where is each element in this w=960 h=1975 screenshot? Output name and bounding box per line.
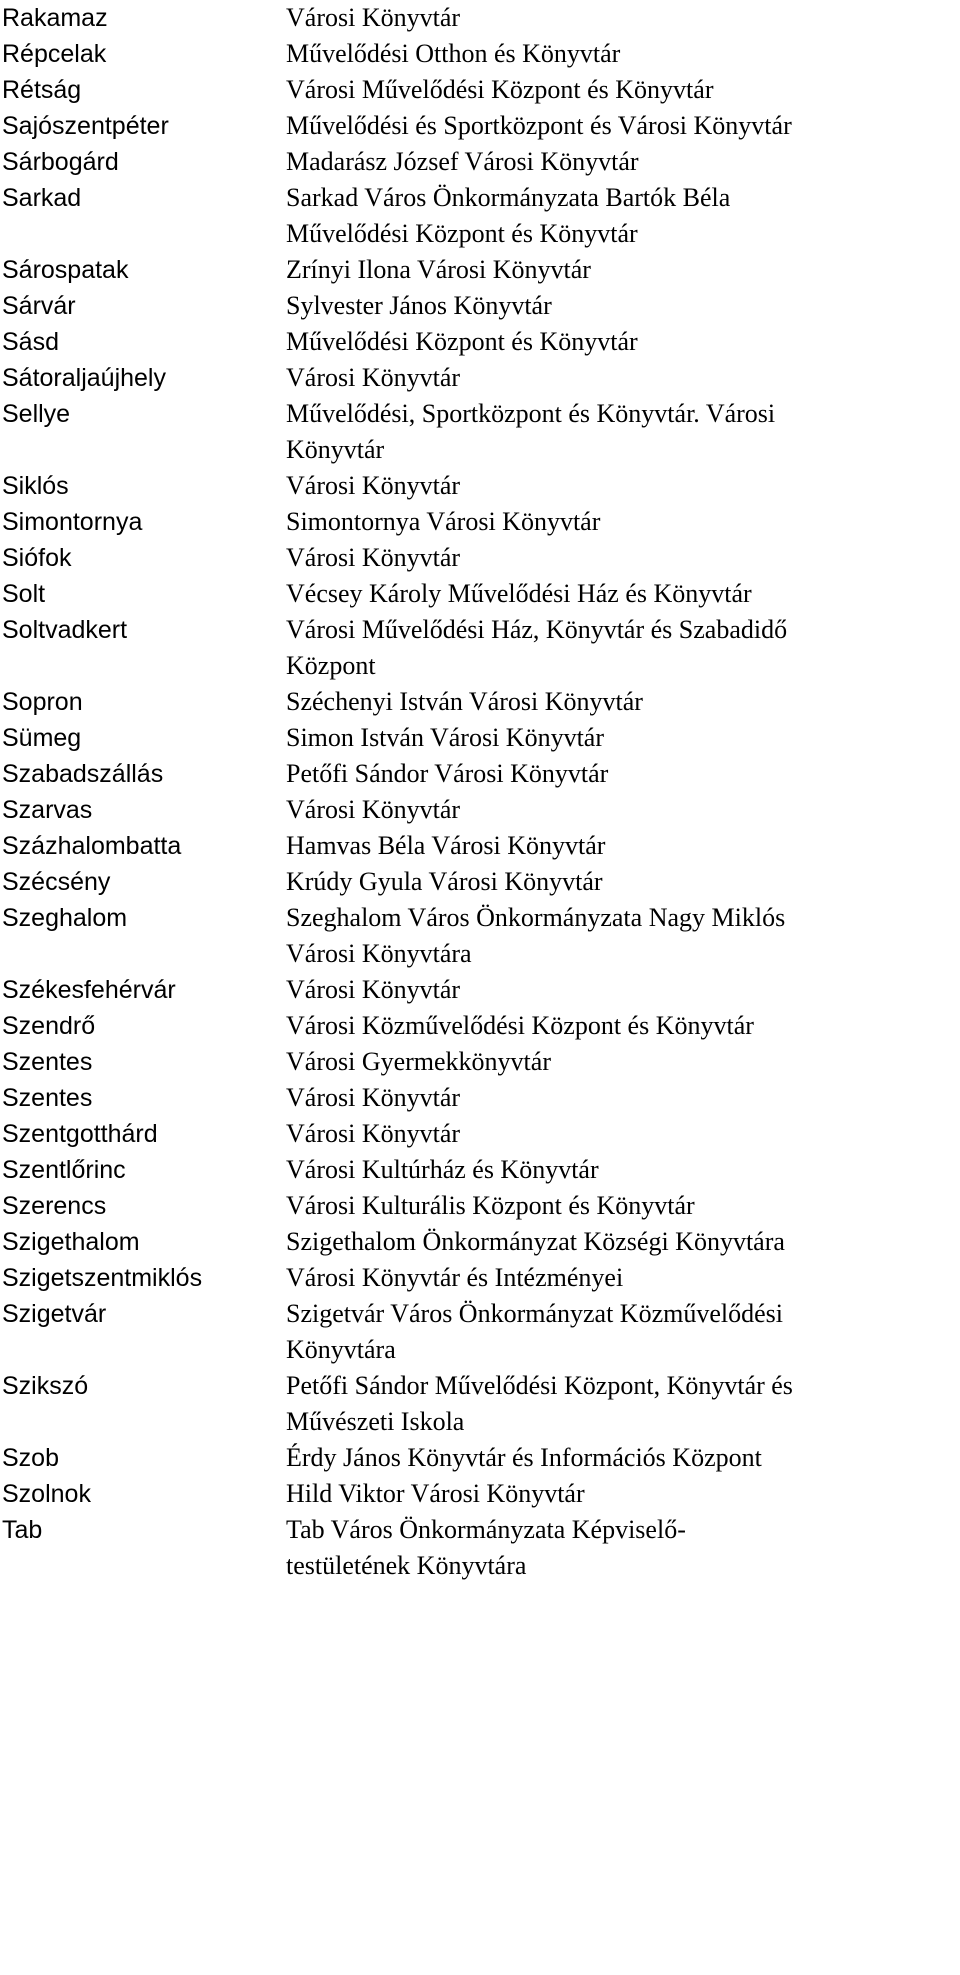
library-name-line: Városi Gyermekkönyvtár — [286, 1047, 551, 1076]
town-name: Siófok — [2, 544, 72, 572]
library-name-line: Városi Könyvtár — [286, 471, 461, 500]
town-name: Solt — [2, 580, 46, 608]
library-name-line: Művelődési Központ és Könyvtár — [286, 219, 638, 248]
town-name: Sárvár — [2, 292, 76, 320]
library-name-line: Városi Művelődési Ház, Könyvtár és Szabadidő — [286, 615, 788, 644]
library-name-line: Szigetvár Város Önkormányzat Közművelődési — [286, 1299, 783, 1328]
library-name — [286, 288, 960, 324]
library-name-line: Városi Könyvtár — [286, 363, 461, 392]
library-name — [286, 36, 960, 72]
library-name — [286, 468, 960, 504]
library-name — [286, 360, 960, 396]
library-name — [286, 324, 960, 360]
library-name-line: Városi Könyvtár — [286, 3, 461, 32]
library-name-line: Művelődési Otthon és Könyvtár — [286, 39, 621, 68]
library-name-line: Szigethalom Önkormányzat Községi Könyvtára — [286, 1227, 785, 1256]
library-name — [286, 900, 960, 972]
library-name-line: Művelődési Központ és Könyvtár — [286, 327, 638, 356]
table-row — [0, 468, 960, 504]
library-name — [286, 684, 960, 720]
table-row — [0, 288, 960, 324]
table-row — [0, 1260, 960, 1296]
table-row — [0, 144, 960, 180]
library-name — [286, 1116, 960, 1152]
library-name — [286, 0, 960, 36]
table-row — [0, 252, 960, 288]
town-name: Szentes — [2, 1048, 93, 1076]
table-row — [0, 36, 960, 72]
table-row — [0, 972, 960, 1008]
town-name: Siklós — [2, 472, 69, 500]
town-name: Sátoraljaújhely — [2, 364, 166, 392]
town-name: Szentes — [2, 1084, 93, 1112]
library-name-line: Városi Közművelődési Központ és Könyvtár — [286, 1011, 754, 1040]
library-name — [286, 972, 960, 1008]
table-row — [0, 1512, 960, 1584]
library-name-line: Sarkad Város Önkormányzata Bartók Béla — [286, 183, 731, 212]
table-row — [0, 900, 960, 972]
library-name — [286, 396, 960, 468]
library-name — [286, 1152, 960, 1188]
library-name — [286, 144, 960, 180]
library-name — [286, 720, 960, 756]
library-name-line: Érdy János Könyvtár és Információs Központ — [286, 1443, 762, 1472]
library-name-line: Városi Könyvtár — [286, 1119, 461, 1148]
library-name-line: Városi Könyvtár — [286, 975, 461, 1004]
town-name: Répcelak — [2, 40, 107, 68]
library-name — [286, 792, 960, 828]
table-row — [0, 1368, 960, 1440]
library-name-line: Könyvtár — [286, 435, 385, 464]
library-name-line: Hild Viktor Városi Könyvtár — [286, 1479, 585, 1508]
table-row — [0, 684, 960, 720]
town-name: Százhalombatta — [2, 832, 182, 860]
library-name — [286, 1080, 960, 1116]
library-name — [286, 1440, 960, 1476]
library-name — [286, 72, 960, 108]
library-name-line: Petőfi Sándor Városi Könyvtár — [286, 759, 609, 788]
town-name: Szendrő — [2, 1012, 96, 1040]
library-name — [286, 108, 960, 144]
table-row — [0, 1152, 960, 1188]
town-name: Sárbogárd — [2, 148, 119, 176]
table-row — [0, 504, 960, 540]
town-name: Szolnok — [2, 1480, 91, 1508]
table-row — [0, 1080, 960, 1116]
table-row — [0, 72, 960, 108]
library-name — [286, 1224, 960, 1260]
table-row — [0, 720, 960, 756]
library-name — [286, 1008, 960, 1044]
library-name-line: Központ — [286, 651, 376, 680]
library-name-line: Sylvester János Könyvtár — [286, 291, 552, 320]
library-name — [286, 180, 960, 252]
town-name: Sásd — [2, 328, 59, 356]
library-name — [286, 1476, 960, 1512]
table-row — [0, 1188, 960, 1224]
library-name-line: Városi Művelődési Központ és Könyvtár — [286, 75, 714, 104]
library-name-line: Művészeti Iskola — [286, 1407, 465, 1436]
table-row — [0, 864, 960, 900]
town-name: Szentgotthárd — [2, 1120, 158, 1148]
town-name: Sopron — [2, 688, 83, 716]
table-row — [0, 108, 960, 144]
table-row — [0, 1224, 960, 1260]
table-row — [0, 0, 960, 36]
library-name-line: Városi Könyvtára — [286, 939, 472, 968]
library-name-line: Hamvas Béla Városi Könyvtár — [286, 831, 606, 860]
library-name-line: Széchenyi István Városi Könyvtár — [286, 687, 643, 716]
library-name-line: Városi Kultúrház és Könyvtár — [286, 1155, 599, 1184]
table-row — [0, 1296, 960, 1368]
town-name: Szeghalom — [2, 904, 128, 932]
library-name — [286, 612, 960, 684]
library-name-line: Városi Könyvtár — [286, 543, 461, 572]
table-row — [0, 360, 960, 396]
table-row — [0, 612, 960, 684]
library-name-line: Városi Kulturális Központ és Könyvtár — [286, 1191, 695, 1220]
town-name: Sajószentpéter — [2, 112, 169, 140]
town-name: Sümeg — [2, 724, 82, 752]
library-name — [286, 540, 960, 576]
table-row — [0, 756, 960, 792]
library-name-line: Krúdy Gyula Városi Könyvtár — [286, 867, 603, 896]
table-row — [0, 1116, 960, 1152]
table-row — [0, 828, 960, 864]
library-name-line: Művelődési, Sportközpont és Könyvtár. Városi — [286, 399, 776, 428]
library-name-line: Simon István Városi Könyvtár — [286, 723, 604, 752]
town-name: Sarkad — [2, 184, 82, 212]
table-row — [0, 540, 960, 576]
library-name — [286, 1260, 960, 1296]
library-name — [286, 1188, 960, 1224]
town-name: Tab — [2, 1516, 43, 1544]
table-row — [0, 1044, 960, 1080]
town-name: Szentlőrinc — [2, 1156, 126, 1184]
library-name — [286, 828, 960, 864]
town-name: Szigetvár — [2, 1300, 107, 1328]
library-name-line: testületének Könyvtára — [286, 1551, 527, 1580]
library-name-line: Simontornya Városi Könyvtár — [286, 507, 601, 536]
town-name: Székesfehérvár — [2, 976, 176, 1004]
table-row — [0, 396, 960, 468]
library-name — [286, 756, 960, 792]
table-row — [0, 792, 960, 828]
library-name-line: Petőfi Sándor Művelődési Központ, Könyvtár és — [286, 1371, 793, 1400]
town-name: Szigetszentmiklós — [2, 1264, 203, 1292]
town-name: Szarvas — [2, 796, 93, 824]
table-row — [0, 1008, 960, 1044]
library-name-line: Madarász József Városi Könyvtár — [286, 147, 639, 176]
library-name-line: Zrínyi Ilona Városi Könyvtár — [286, 255, 591, 284]
table-row — [0, 576, 960, 612]
town-name: Sellye — [2, 400, 71, 428]
library-name-line: Városi Könyvtár — [286, 1083, 461, 1112]
town-name: Szabadszállás — [2, 760, 164, 788]
library-name-line: Művelődési és Sportközpont és Városi Könyvtár — [286, 111, 792, 140]
library-name-line: Városi Könyvtár — [286, 795, 461, 824]
library-name — [286, 1044, 960, 1080]
table-row — [0, 1476, 960, 1512]
town-name: Simontornya — [2, 508, 143, 536]
library-name — [286, 864, 960, 900]
table-row — [0, 180, 960, 252]
town-name: Szerencs — [2, 1192, 107, 1220]
library-name — [286, 504, 960, 540]
town-name: Rakamaz — [2, 4, 108, 32]
library-name — [286, 1368, 960, 1440]
town-name: Szécsény — [2, 868, 111, 896]
table-row — [0, 1440, 960, 1476]
library-name-line: Könyvtára — [286, 1335, 396, 1364]
library-name — [286, 1296, 960, 1368]
town-name: Soltvadkert — [2, 616, 128, 644]
town-name: Sárospatak — [2, 256, 129, 284]
library-name — [286, 252, 960, 288]
town-name: Szikszó — [2, 1372, 89, 1400]
library-name-line: Vécsey Károly Művelődési Ház és Könyvtár — [286, 579, 752, 608]
library-name-line: Szeghalom Város Önkormányzata Nagy Miklós — [286, 903, 786, 932]
town-name: Szob — [2, 1444, 59, 1472]
library-name — [286, 576, 960, 612]
town-name: Rétság — [2, 76, 82, 104]
library-name-line: Városi Könyvtár és Intézményei — [286, 1263, 624, 1292]
library-name — [286, 1512, 960, 1584]
library-name-line: Tab Város Önkormányzata Képviselő- — [286, 1515, 686, 1544]
table-row — [0, 324, 960, 360]
town-name: Szigethalom — [2, 1228, 140, 1256]
